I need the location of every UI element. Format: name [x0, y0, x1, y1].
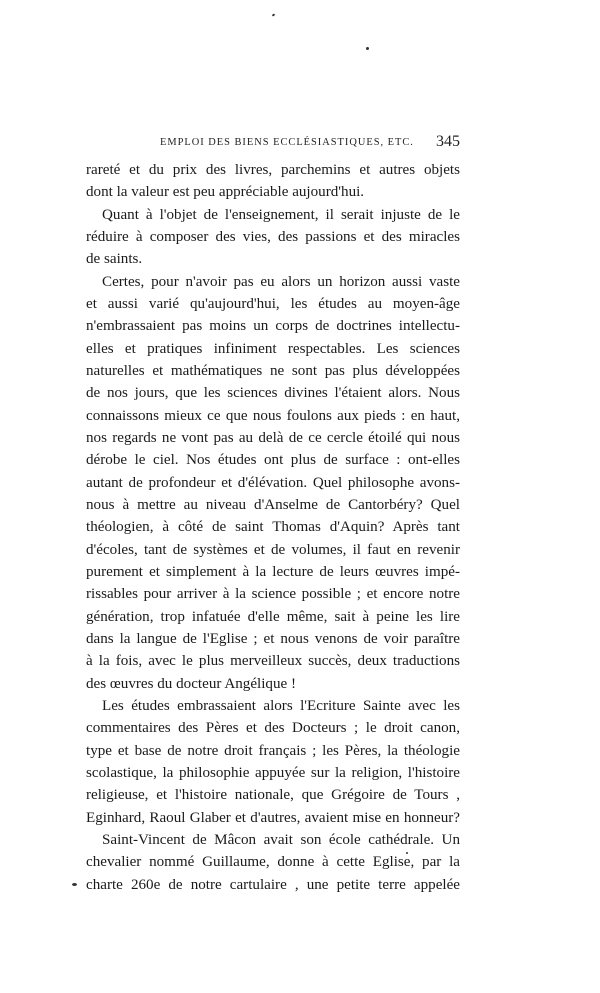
running-head	[86, 133, 460, 156]
text-line: Quant à l'objet de l'enseignement, il serait injuste de le	[102, 206, 460, 223]
text-line: dont la valeur est peu appréciable aujourd'hui.	[86, 184, 365, 201]
ink-speck	[366, 47, 369, 50]
text-line: scolastique, la philosophie appuyée sur la religion, l'histoire	[86, 764, 460, 781]
text-line: dans la langue de l'Eglise ; et nous venons de voir paraître	[86, 630, 460, 647]
body-text	[86, 159, 460, 896]
ink-speck	[72, 883, 77, 886]
text-line: purement et simplement à la lecture de leurs œuvres impé-	[86, 563, 460, 580]
text-line: naturelles et mathématiques ne sont pas plus développées	[86, 362, 460, 379]
text-line: dérobe le ciel. Nos études ont plus de surface : ont-elles	[86, 452, 460, 469]
text-line: et aussi varié qu'aujourd'hui, les études au moyen-âge	[86, 295, 460, 312]
text-line: à la fois, avec le plus merveilleux succès, deux traductions	[86, 653, 460, 670]
text-line: de saints.	[86, 251, 143, 268]
text-line: Eginhard, Raoul Glaber et d'autres, avaient mise en honneur?	[86, 809, 460, 826]
text-line: d'écoles, tant de systèmes et de volumes, il faut en revenir	[86, 541, 460, 558]
text-line: nos regards ne vont pas au delà de ce cercle étoilé qui nous	[86, 429, 460, 446]
text-line: génération, trop infatuée d'elle même, sait à peine les lire	[86, 608, 460, 625]
text-line: réduire à composer des vies, des passions et des miracles	[86, 228, 460, 245]
text-line: nous à mettre au niveau d'Anselme de Cantorbéry? Quel	[86, 496, 460, 513]
ink-speck	[272, 13, 276, 16]
text-line: rissables pour arriver à la science possible ; et encore notre	[86, 586, 460, 603]
text-line: type et base de notre droit français ; les Pères, la théologie	[86, 742, 460, 759]
text-line: elles et pratiques infiniment respectables. Les sciences	[86, 340, 460, 357]
text-line: n'embrassaient pas moins un corps de doctrines intellectu-	[86, 318, 460, 335]
text-line: commentaires des Pères et des Docteurs ; le droit canon,	[86, 720, 460, 737]
text-line: Les études embrassaient alors l'Ecriture Sainte avec les	[102, 697, 460, 714]
text-line: Saint-Vincent de Mâcon avait son école cathédrale. Un	[102, 831, 460, 848]
page-number: 345	[436, 133, 460, 150]
text-line: charte 260e de notre cartulaire , une petite terre appelée	[86, 876, 460, 893]
text-line: théologien, à côté de saint Thomas d'Aquin? Après tant	[86, 519, 460, 536]
text-line: Certes, pour n'avoir pas eu alors un horizon aussi vaste	[102, 273, 460, 290]
text-line: rareté et du prix des livres, parchemins et autres objets	[86, 162, 460, 178]
text-line: des œuvres du docteur Angélique !	[86, 675, 297, 692]
text-line: chevalier nommé Guillaume, donne à cette Eglise, par la	[86, 854, 460, 871]
text-line: religieuse, et l'histoire nationale, que Grégoire de Tours ,	[86, 787, 460, 804]
text-line: autant de profondeur et d'élévation. Quel philosophe avons-	[86, 474, 460, 491]
running-title: EMPLOI DES BIENS ECCLÉSIASTIQUES, ETC.	[160, 137, 414, 148]
text-line: connaissons mieux ce que nous foulons aux pieds : en haut,	[86, 407, 460, 424]
text-line: de nos jours, que les sciences divines l'étaient alors. Nous	[86, 385, 460, 402]
